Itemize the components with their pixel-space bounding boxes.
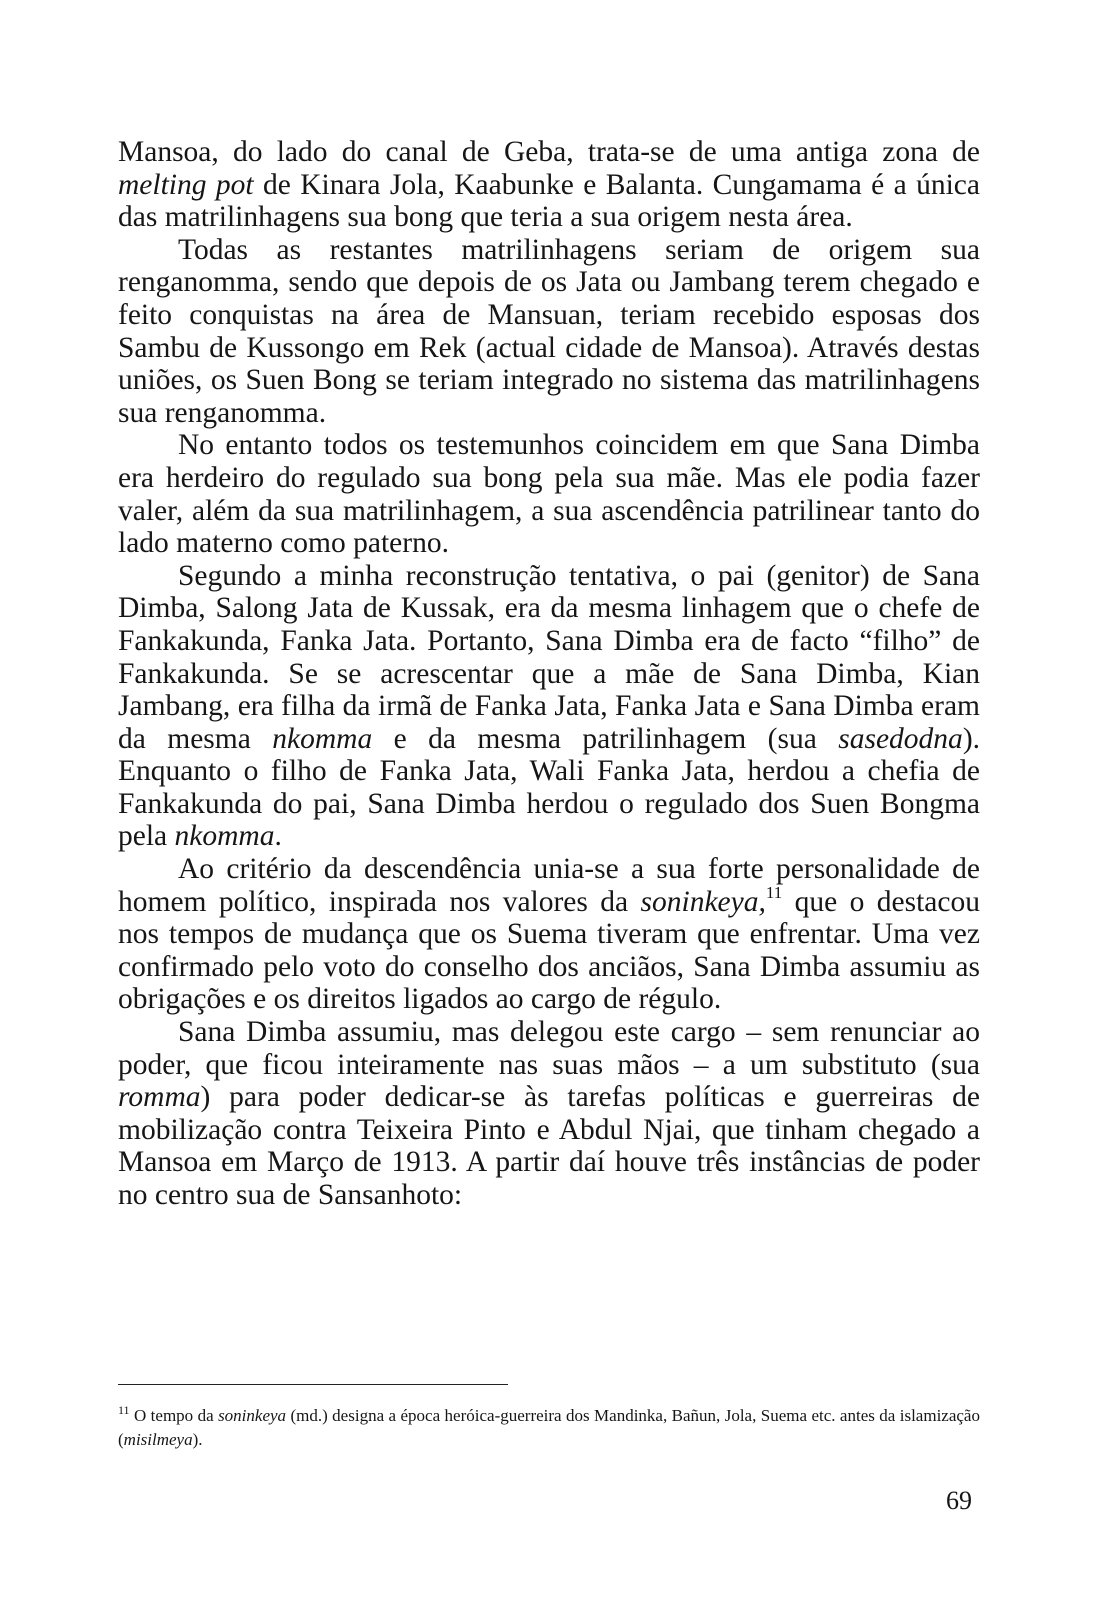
footnote-11	[118, 1404, 980, 1452]
text-run: Ao critério da descendência unia-se a sua forte personalidade de homem político, inspirada nos valores da	[118, 853, 980, 918]
italic-term: sasedodna	[838, 722, 963, 755]
text-run: No entanto todos os testemunhos coincidem em que Sana Dimba era herdeiro do regulado sua bong pela sua mãe. Mas ele podia fazer valer, além da sua matrilinhagem, a sua ascendência patrilinear tanto do lado materno como paterno.	[118, 429, 980, 560]
paragraph-3	[118, 429, 980, 559]
italic-term: melting pot	[118, 168, 254, 201]
main-text	[118, 136, 980, 1212]
paragraph-4	[118, 560, 980, 853]
footnote-divider	[118, 1384, 508, 1385]
text-run: Segundo a minha reconstrução tentativa, o pai (genitor) de Sana Dimba, Salong Jata de Kussak, era da mesma linhagem que o chefe de Fankakunda, Fanka Jata. Portanto, Sana Dimba era de facto “filho” de Fankakunda. Se se acrescentar que a mãe de Sana Dimba, Kian Jambang, era filha da irmã de Fanka Jata, Fanka Jata e Sana Dimba eram da mesma	[118, 559, 980, 755]
text-run: ). Enquanto o filho de Fanka Jata, Wali Fanka Jata, herdou a chefia de Fankakunda do pai, Sana Dimba herdou o regulado dos Suen Bongma pela	[118, 722, 981, 853]
paragraph-5	[118, 853, 980, 1016]
text-run: .	[274, 820, 282, 853]
text-run: O tempo da	[129, 1406, 219, 1425]
footnote-mark: 11	[118, 1403, 130, 1417]
text-run: Sana Dimba assumiu, mas delegou este cargo – sem renunciar ao poder, que ficou inteiramente nas suas mãos – a um substituto (sua	[118, 1016, 980, 1081]
text-run: Mansoa, do lado do canal de Geba, trata-se de uma antiga zona de	[118, 136, 980, 168]
text-run: que o destacou nos tempos de mudança que os Suema tiveram que enfrentar. Uma vez confirmado pelo voto do conselho dos anciãos, Sana Dimba assumiu as obrigações e os direitos ligados ao cargo de régulo.	[118, 885, 980, 1016]
text-run: e da mesma patrilinhagem (sua	[372, 722, 839, 755]
italic-term: misilmeya	[123, 1430, 193, 1449]
text-run: ) para poder dedicar-se às tarefas políticas e guerreiras de mobilização contra Teixeira Pinto e Abdul Njai, que tinham chegado a Mansoa em Março de 1913. A partir daí houve três instâncias de poder no centro sua de Sansanhoto:	[118, 1081, 980, 1211]
italic-term: nkomma	[272, 722, 373, 755]
text-run: (md.) designa a época heróica-guerreira dos Mandinka, Bañun, Jola, Suema etc. antes da islamização (	[118, 1406, 980, 1449]
italic-term: nkomma	[174, 820, 275, 853]
text-run: Todas as restantes matrilinhagens seriam de origem sua renganomma, sendo que depois de os Jata ou Jambang terem chegado e feito conquistas na área de Mansuan, teriam recebido esposas dos Sambu de Kussongo em Rek (actual cidade de Mansoa). Através destas uniões, os Suen Bong se teriam integrado no sistema das matrilinhagens sua renganomma.	[118, 233, 980, 429]
page-number: 69	[946, 1486, 972, 1515]
text-run: ).	[192, 1430, 203, 1449]
paragraph-1	[118, 136, 980, 234]
paragraph-6	[118, 1016, 980, 1212]
footnote-reference[interactable]: 11	[765, 882, 783, 902]
paragraph-2	[118, 234, 980, 430]
italic-term: romma	[118, 1081, 201, 1114]
text-run: de Kinara Jola, Kaabunke e Balanta. Cungamama é a única das matrilinhagens sua bong que teria a sua origem nesta área.	[118, 168, 980, 234]
italic-term: soninkeya,	[640, 885, 766, 918]
italic-term: soninkeya	[218, 1406, 287, 1425]
